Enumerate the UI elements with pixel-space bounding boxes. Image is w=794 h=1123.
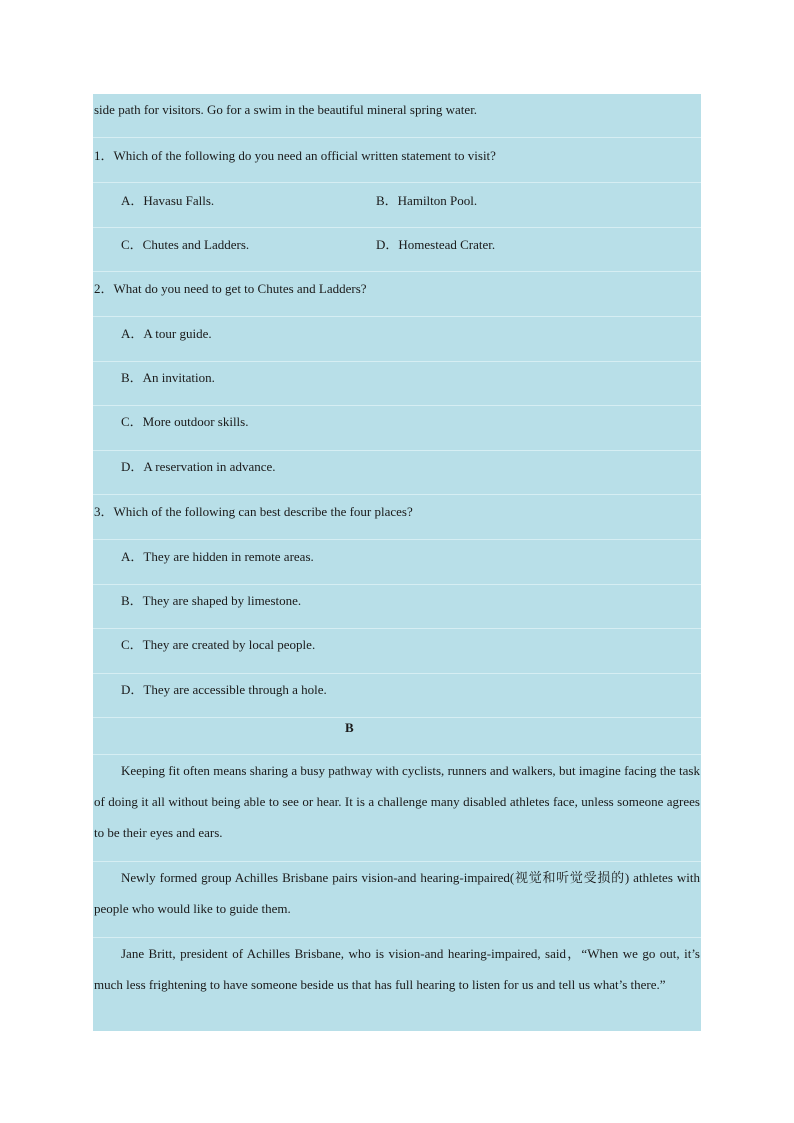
- question-3-option-d-row: [93, 674, 701, 718]
- question-2-option-d-row: [93, 451, 701, 495]
- question-2-option-b: B．An invitation.: [121, 370, 215, 385]
- question-3-option-d: D．They are accessible through a hole.: [121, 682, 327, 697]
- question-1-option-b: B．Hamilton Pool.: [376, 193, 478, 208]
- section-heading: B: [345, 720, 354, 735]
- question-1-option-a: A．Havasu Falls.: [121, 193, 215, 208]
- question-1-stem-row: [93, 138, 701, 183]
- paragraph-1-text: Keeping fit often means sharing a busy pathway with cyclists, runners and walkers, but imagine facing the task of doing it all without being able to see or hear. It is a challenge many disabled athletes face, unless someone agrees to be their eyes and ears.: [94, 763, 700, 840]
- question-3-option-c-row: [93, 629, 701, 674]
- question-1-option-c: C．Chutes and Ladders.: [121, 237, 250, 252]
- question-2-stem-row: [93, 272, 701, 317]
- question-3-option-a: A．They are hidden in remote areas.: [121, 549, 314, 564]
- question-3-option-b: B．They are shaped by limestone.: [121, 593, 302, 608]
- question-1-stem: 1．Which of the following do you need an official written statement to visit?: [94, 148, 496, 163]
- paragraph-3: [93, 938, 701, 1031]
- question-2-stem: 2．What do you need to get to Chutes and Ladders?: [94, 281, 367, 296]
- question-2-option-a: A．A tour guide.: [121, 326, 212, 341]
- paragraph-3-text: Jane Britt, president of Achilles Brisbane, who is vision-and hearing-impaired, said，“When we go out, it’s much less frightening to have someone beside us that has full hearing to listen for us and tell us what’s there.”: [94, 946, 700, 992]
- document-page: [93, 94, 701, 1031]
- question-1-option-d: D．Homestead Crater.: [376, 237, 496, 252]
- question-1-options-row-2: [93, 228, 701, 272]
- intro-line: side path for visitors. Go for a swim in the beautiful mineral spring water.: [94, 102, 478, 117]
- question-2-option-d: D．A reservation in advance.: [121, 459, 276, 474]
- paragraph-1: [93, 755, 701, 862]
- section-heading-row: [93, 718, 701, 755]
- question-3-option-b-row: [93, 585, 701, 629]
- paragraph-2-text: Newly formed group Achilles Brisbane pairs vision-and hearing-impaired(视觉和听觉受损的) athletes with people who would like to guide them.: [94, 870, 700, 916]
- question-3-stem: 3．Which of the following can best describe the four places?: [94, 504, 413, 519]
- paragraph-2: [93, 862, 701, 938]
- question-2-option-c: C．More outdoor skills.: [121, 414, 249, 429]
- question-3-stem-row: [93, 495, 701, 540]
- question-3-option-c: C．They are created by local people.: [121, 637, 316, 652]
- question-3-option-a-row: [93, 540, 701, 585]
- question-2-option-a-row: [93, 317, 701, 362]
- question-2-option-b-row: [93, 362, 701, 406]
- intro-line-row: [93, 94, 701, 138]
- question-2-option-c-row: [93, 406, 701, 451]
- question-1-options-row-1: [93, 183, 701, 228]
